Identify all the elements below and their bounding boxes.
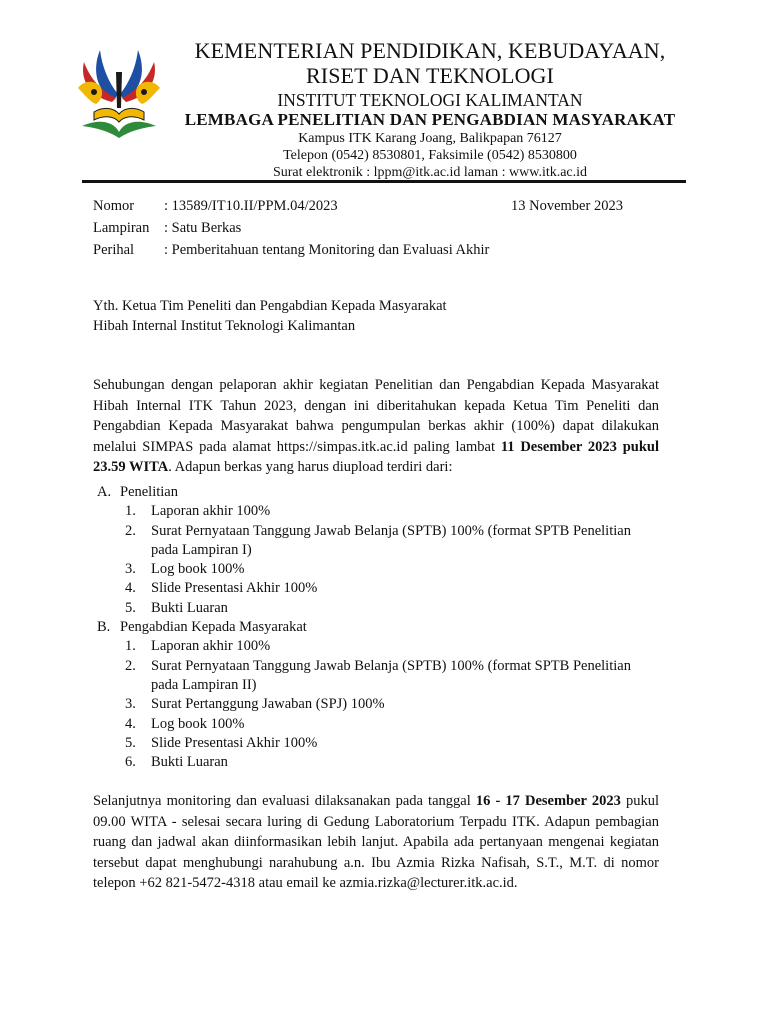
letter-meta: [93, 195, 673, 261]
list-item: [93, 560, 659, 579]
item-text: Surat Pernyataan Tanggung Jawab Belanja (SPTB) 100% (format SPTB Penelitian pada Lampiran I): [151, 522, 631, 558]
section-letter: B.: [97, 619, 111, 636]
lampiran-value: : Satu Berkas: [164, 220, 242, 236]
letterhead: [160, 38, 700, 181]
section-penelitian: [93, 483, 659, 502]
item-number: 3.: [125, 696, 136, 713]
ministry-name-line2: RISET DAN TEKNOLOGI: [306, 63, 554, 88]
itk-logo-icon: [74, 42, 164, 142]
document-lists: [93, 483, 659, 772]
addressee: [93, 296, 659, 336]
letter-date: 13 November 2023: [511, 198, 623, 214]
item-number: 4.: [125, 580, 136, 597]
email-website: Surat elektronik : lppm@itk.ac.id laman : www.itk.ac.id: [272, 165, 588, 180]
section-letter: A.: [97, 484, 112, 500]
item-text: Bukti Luaran: [151, 754, 228, 771]
list-item: [93, 695, 659, 714]
perihal-value: : Pemberitahuan tentang Monitoring dan Evaluasi Akhir: [164, 242, 490, 258]
lampiran-row: [93, 217, 673, 239]
list-item: [93, 522, 659, 561]
lampiran-label: Lampiran: [93, 220, 150, 236]
perihal-label: Perihal: [93, 242, 135, 258]
item-number: 3.: [125, 561, 136, 578]
item-text: Bukti Luaran: [151, 599, 228, 616]
addressee-line1: Yth. Ketua Tim Peneliti dan Pengabdian Kepada Masyarakat: [93, 298, 447, 314]
item-text: Surat Pernyataan Tanggung Jawab Belanja (SPTB) 100% (format SPTB Penelitian pada Lampiran II): [151, 657, 631, 693]
list-item: [93, 734, 659, 753]
item-text: Slide Presentasi Akhir 100%: [151, 580, 318, 597]
paragraph-intro-tail: . Adapun berkas yang harus diupload terdiri dari:: [168, 459, 453, 475]
perihal-row: [93, 239, 673, 261]
nomor-label: Nomor: [93, 198, 135, 214]
section-title: Pengabdian Kepada Masyarakat: [120, 619, 307, 636]
nomor-row: [93, 195, 673, 217]
paragraph-schedule-tail: pukul 09.00 WITA - selesai secara luring di Gedung Laboratorium Terpadu ITK. Adapun pembagian ruang dan jadwal akan diinformasikan lebih lanjut. Apabila ada pertanyaan mengenai kegiatan tersebut dapat menghubungi narahubung a.n. Ibu Azmia Rizka Nafisah, S.T., M.T. di nomor telepon +62 821-5472-4318 atau email ke azmia.rizka@lecturer.itk.ac.id.: [93, 793, 659, 891]
header-divider: [82, 180, 686, 183]
item-number: 4.: [125, 715, 136, 732]
item-number: 6.: [125, 754, 136, 771]
item-text: Slide Presentasi Akhir 100%: [151, 734, 318, 751]
item-number: 2.: [125, 522, 136, 539]
item-text: Laporan akhir 100%: [151, 638, 271, 655]
list-item: [93, 599, 659, 618]
submission-deadline: 11 Desember 2023 pukul 23.59 WITA: [93, 438, 659, 475]
list-item: [93, 657, 659, 696]
phone-fax: Telepon (0542) 8530801, Faksimile (0542) 8530800: [283, 148, 577, 163]
list-item: [93, 715, 659, 734]
section-pengabdian: [93, 618, 659, 637]
list-item: [93, 637, 659, 656]
ministry-name-line1: KEMENTERIAN PENDIDIKAN, KEBUDAYAAN,: [194, 38, 666, 63]
item-number: 5.: [125, 734, 136, 751]
list-item: [93, 753, 659, 772]
nomor-value: : 13589/IT10.II/PPM.04/2023: [164, 198, 338, 214]
section-title: Penelitian: [120, 484, 178, 500]
item-text: Log book 100%: [151, 561, 245, 578]
monev-dates: 16 - 17 Desember 2023: [475, 793, 621, 809]
institute-name: INSTITUT TEKNOLOGI KALIMANTAN: [277, 90, 583, 110]
item-text: Surat Pertanggung Jawaban (SPJ) 100%: [151, 696, 385, 713]
item-number: 5.: [125, 599, 136, 616]
list-item: [93, 502, 659, 521]
paragraph-intro-text: Sehubungan dengan pelaporan akhir kegiatan Penelitian dan Pengabdian Kepada Masyarakat Hibah Internal ITK Tahun 2023, dengan ini diberitahukan kepada Ketua Tim Peneliti dan Pengabdian Kepada Masyarakat bahwa pengumpulan berkas akhir (100%) dapat dilakukan melalui SIMPAS pada alamat https://simpas.itk.ac.id paling lambat: [93, 377, 659, 455]
item-text: Log book 100%: [151, 715, 245, 732]
paragraph-intro: [93, 375, 659, 478]
list-item: [93, 579, 659, 598]
unit-name: LEMBAGA PENELITIAN DAN PENGABDIAN MASYARAKAT: [184, 110, 676, 129]
item-number: 1.: [125, 638, 136, 655]
paragraph-schedule: [93, 791, 659, 894]
item-text: Laporan akhir 100%: [151, 503, 271, 520]
address: Kampus ITK Karang Joang, Balikpapan 76127: [298, 131, 562, 146]
item-number: 2.: [125, 657, 136, 674]
item-number: 1.: [125, 503, 136, 520]
paragraph-schedule-text: Selanjutnya monitoring dan evaluasi dilaksanakan pada tanggal: [93, 793, 476, 809]
addressee-line2: Hibah Internal Institut Teknologi Kalimantan: [93, 318, 356, 334]
